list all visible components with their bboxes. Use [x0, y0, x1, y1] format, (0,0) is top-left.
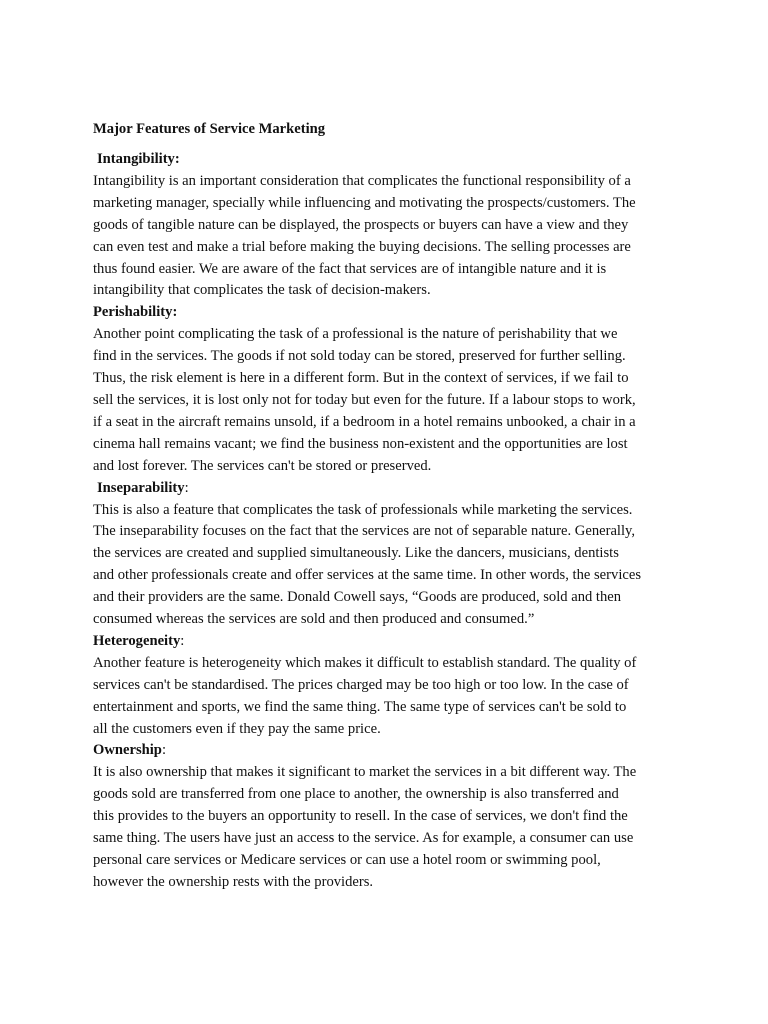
section-heading-text: Perishability: [93, 304, 178, 321]
paragraph-line: all the customers even if they pay the same price. [93, 720, 381, 737]
section-heading-intangibility [93, 149, 683, 171]
paragraph-line: same thing. The users have just an access to the service. As for example, a consumer can use [93, 830, 634, 847]
paragraph-line: marketing manager, specially while influencing and motivating the prospects/customers. The [93, 194, 636, 211]
paragraph-line: goods sold are transferred from one place to another, the ownership is also transferred and [93, 786, 619, 803]
paragraph-line: Another point complicating the task of a professional is the nature of perishability that we [93, 326, 618, 343]
paragraph-line: however the ownership rests with the providers. [93, 873, 374, 890]
section-paragraph-inseparability [93, 500, 683, 631]
paragraph-line: thus found easier. We are aware of the fact that services are of intangible nature and it is [93, 260, 607, 277]
paragraph-line: Intangibility is an important consideration that complicates the functional responsibility of a [93, 172, 631, 189]
paragraph-line: personal care services or Medicare services or can use a hotel room or swimming pool, [93, 852, 601, 868]
paragraph-line: Thus, the risk element is here in a different form. But in the context of services, if we fail to [93, 370, 629, 387]
section-heading-heterogeneity [93, 631, 683, 653]
section-heading-text: Intangibility: [97, 151, 180, 167]
document-title: Major Features of Service Marketing [93, 121, 326, 137]
section-paragraph-ownership [93, 762, 683, 893]
paragraph-line: Another feature is heterogeneity which makes it difficult to establish standard. The quality of [93, 654, 637, 671]
paragraph-line: and their providers are the same. Donald Cowell says, “Goods are produced, sold and then [93, 589, 622, 606]
section-paragraph-perishability [93, 324, 683, 477]
section-heading-text: Inseparability [97, 479, 185, 496]
paragraph-line: cinema hall remains vacant; we find the business non-existent and the opportunities are lost [93, 435, 628, 452]
section-paragraph-intangibility [93, 171, 683, 302]
paragraph-line: this provides to the buyers an opportunity to resell. In the case of services, we don't find the [93, 808, 628, 825]
paragraph-line: The inseparability focuses on the fact that the services are not of separable nature. Generally, [93, 523, 636, 540]
section-heading-ownership [93, 740, 683, 762]
paragraph-line: the services are created and supplied simultaneously. Like the dancers, musicians, dentists [93, 545, 619, 562]
document-body [93, 119, 683, 894]
paragraph-line: services can't be standardised. The prices charged may be too high or too low. In the case of [93, 676, 629, 693]
section-heading-perishability [93, 302, 683, 324]
paragraph-line: consumed whereas the services are sold and then produced and consumed.” [93, 611, 535, 628]
section-heading-text: Heterogeneity [93, 632, 181, 649]
paragraph-line: It is also ownership that makes it significant to market the services in a bit different way. The [93, 764, 637, 781]
section-heading-inseparability [93, 478, 683, 500]
section-heading-suffix: : [184, 479, 189, 496]
paragraph-line: and lost forever. The services can't be stored or preserved. [93, 457, 432, 474]
section-paragraph-heterogeneity [93, 653, 683, 741]
paragraph-line: This is also a feature that complicates the task of professionals while marketing the services. [93, 501, 633, 518]
paragraph-line: and other professionals create and offer services at the same time. In other words, the services [93, 567, 642, 584]
paragraph-line: entertainment and sports, we find the same thing. The same type of services can't be sold to [93, 698, 627, 715]
paragraph-line: can even test and make a trial before making the buying decisions. The selling processes are [93, 238, 631, 255]
section-heading-suffix: : [180, 632, 185, 649]
paragraph-line: if a seat in the aircraft remains unsold, if a bedroom in a hotel remains unbooked, a chair in a [93, 413, 636, 430]
paragraph-line: intangibility that complicates the task of decision-makers. [93, 282, 431, 299]
section-heading-text: Ownership [93, 742, 162, 759]
paragraph-line: sell the services, it is lost only not for today but even for the future. If a labour stops to work, [93, 391, 636, 408]
paragraph-line: goods of tangible nature can be displayed, the prospects or buyers can have a view and they [93, 216, 629, 233]
paragraph-line: find in the services. The goods if not sold today can be stored, preserved for further selling. [93, 348, 626, 365]
section-heading-suffix: : [161, 742, 166, 759]
